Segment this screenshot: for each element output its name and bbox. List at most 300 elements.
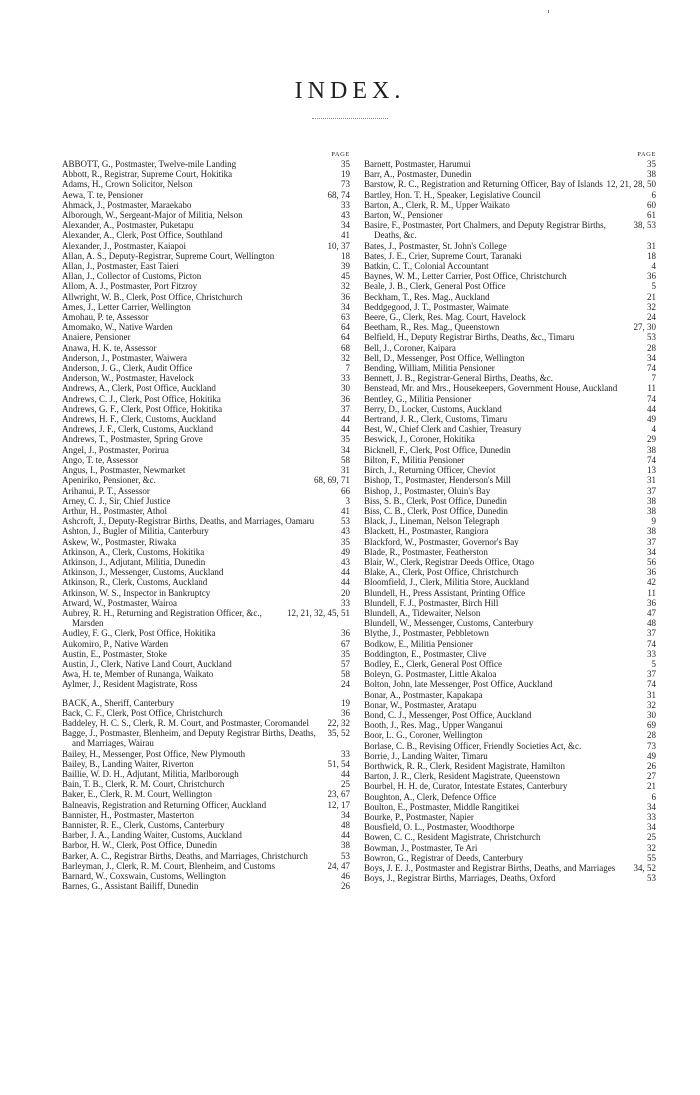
entry-pages: 32 [647, 301, 656, 312]
entry-text: Ames, J., Letter Carrier, Wellington [62, 301, 191, 312]
entry-text: Allan, A. S., Deputy-Registrar, Supreme Court, Wellington [62, 250, 275, 261]
entry-text: Baynes, W. M., Letter Carrier, Post Office, Christchurch [364, 271, 567, 282]
entry-pages: 68, 69, 71 [314, 475, 350, 486]
entry-text: Bolton, John, late Messenger, Post Office, Auckland [364, 679, 553, 690]
entry-text: Bagge, J., Postmaster, Blenheim, and Deputy Registrar Births, Deaths, and Marriages, Wairau [62, 728, 316, 749]
index-entry [62, 251, 350, 261]
entry-pages: 34 [341, 301, 350, 312]
index-entry [364, 690, 656, 700]
entry-pages: 67 [341, 638, 350, 649]
entry-text: Baillie, W. D. H., Adjutant, Militia, Marlborough [62, 768, 239, 779]
index-entry [364, 598, 656, 608]
index-entry [364, 567, 656, 577]
entry-pages: 34 [647, 801, 656, 812]
entry-text: Alexander, A., Clerk, Post Office, Southland [62, 230, 223, 241]
entry-text: Baker, E., Clerk, R. M. Court, Wellington [62, 789, 212, 800]
entry-text: Berry, D., Locker, Customs, Auckland [364, 403, 502, 414]
entry-pages: 19 [341, 169, 350, 180]
index-entry [62, 271, 350, 281]
entry-list [364, 159, 656, 883]
entry-pages: 35 [341, 434, 350, 445]
index-entry [62, 830, 350, 840]
index-entry [364, 190, 656, 200]
index-entry [62, 343, 350, 353]
index-entry [62, 475, 350, 485]
entry-text: Allan, J., Postmaster, East Taieri [62, 261, 179, 272]
entry-text: Bennett, J. B., Registrar-General Births, Deaths, &c. [364, 373, 554, 384]
index-entry [62, 414, 350, 424]
entry-pages: 20 [341, 587, 350, 598]
entry-text: Atkinson, R., Clerk, Customs, Auckland [62, 577, 208, 588]
entry-text: Anderson, W., Postmaster, Havelock [62, 373, 194, 384]
index-entry [62, 230, 350, 240]
entry-text: Bond, C. J., Messenger, Post Office, Auckland [364, 709, 532, 720]
entry-text: Bilton, F., Militia Pensioner [364, 454, 465, 465]
index-entry [364, 251, 656, 261]
index-entry [364, 322, 656, 332]
entry-text: Barton, J. R., Clerk, Resident Magistrate, Queenstown [364, 771, 560, 782]
index-entry [62, 261, 350, 271]
index-entry [62, 332, 350, 342]
entry-pages: 43 [341, 526, 350, 537]
entry-text: Barnett, Postmaster, Harumui [364, 159, 471, 169]
index-entry [364, 547, 656, 557]
entry-pages: 57 [341, 658, 350, 669]
index-entry [364, 679, 656, 689]
entry-text: Anderson, J. G., Clerk, Audit Office [62, 363, 193, 374]
entry-pages: 33 [341, 199, 350, 210]
index-entry [62, 383, 350, 393]
entry-text: Barnes, G., Assistant Bailiff, Dunedin [62, 881, 199, 892]
entry-pages: 43 [341, 210, 350, 221]
entry-text: Atward, W., Postmaster, Wairoa [62, 597, 177, 608]
entry-text: Allwright, W. B., Clerk, Post Office, Christchurch [62, 291, 243, 302]
entry-text: BACK, A., Sheriff, Canterbury [62, 697, 175, 708]
entry-pages: 25 [341, 779, 350, 790]
index-entry [364, 822, 656, 832]
entry-text: Blackford, W., Postmaster, Governor's Bay [364, 536, 519, 547]
index-entry [364, 618, 656, 628]
entry-pages: 53 [647, 332, 656, 343]
entry-pages: 44 [341, 424, 350, 435]
entry-pages: 37 [647, 669, 656, 680]
index-entry [62, 789, 350, 799]
entry-text: Bates, J. E., Crier, Supreme Court, Taranaki [364, 250, 522, 261]
entry-text: Belfield, H., Deputy Registrar Births, Deaths, &c., Timaru [364, 332, 575, 343]
entry-text: Bishop, J., Postmaster, Oluin's Bay [364, 485, 491, 496]
entry-text: Bailey, B., Landing Waiter, Riverton [62, 758, 194, 769]
index-entry [62, 404, 350, 414]
entry-text: Baddeley, H. C. S., Clerk, R. M. Court, and Postmaster, Coromandel [62, 717, 310, 728]
entry-pages: 35 [647, 159, 656, 169]
entry-pages: 45 [341, 271, 350, 282]
entry-text: Ahmack, J., Postmaster, Maraekabo [62, 199, 192, 210]
entry-text: Allan, J., Collector of Customs, Picton [62, 271, 202, 282]
index-entry [364, 434, 656, 444]
entry-pages: 49 [647, 414, 656, 425]
entry-pages: 30 [341, 383, 350, 394]
page-column-label: PAGE [637, 151, 656, 158]
entry-text: Barstow, R. C., Registration and Returning Officer, Bay of Islands [364, 179, 603, 190]
entry-pages: 34 [647, 822, 656, 833]
index-entry [62, 292, 350, 302]
entry-text: Bell, D., Messenger, Post Office, Wellington [364, 352, 525, 363]
index-entry [62, 302, 350, 312]
entry-pages: 7 [651, 373, 656, 384]
entry-pages: 3 [345, 495, 350, 506]
index-entry [62, 598, 350, 608]
entry-text: Birch, J., Returning Officer, Cheviot [364, 465, 496, 476]
entry-pages: 51, 54 [327, 758, 350, 769]
entry-text: Boor, L. G., Coroner, Wellington [364, 730, 483, 741]
entry-text: Bloomfield, J., Clerk, Militia Store, Auckland [364, 577, 529, 588]
index-entry [364, 771, 656, 781]
index-entry [364, 588, 656, 598]
entry-pages: 58 [341, 454, 350, 465]
entry-text: Anaiere, Pensioner [62, 332, 131, 343]
entry-pages: 35, 52 [327, 728, 350, 739]
entry-text: Bodkow, E., Militia Pensioner [364, 638, 473, 649]
entry-text: Askew, W., Postmaster, Riwaka [62, 536, 177, 547]
index-entry [62, 871, 350, 881]
page-column-label: PAGE [331, 151, 350, 158]
entry-pages: 26 [341, 881, 350, 892]
index-entry [364, 414, 656, 424]
entry-pages: 24 [341, 679, 350, 690]
index-entry [62, 608, 350, 628]
entry-text: Aewa, T. te, Pensioner [62, 189, 144, 200]
entry-pages: 44 [341, 414, 350, 425]
index-entry [62, 851, 350, 861]
index-entry [62, 445, 350, 455]
entry-pages: 33 [341, 597, 350, 608]
entry-text: Black, J., Lineman, Nelson Telegraph [364, 516, 500, 527]
entry-pages: 11 [647, 383, 656, 394]
entry-pages: 44 [647, 403, 656, 414]
entry-text: Arney, C. J., Sir, Chief Justice [62, 495, 171, 506]
entry-text: Benstead, Mr. and Mrs., Housekeepers, Government House, Auckland [364, 383, 618, 394]
entry-text: Bicknell, F., Clerk, Post Office, Dunedin [364, 444, 511, 455]
index-entry [62, 588, 350, 598]
entry-pages: 53 [341, 516, 350, 527]
entry-text: Boddington, E., Postmaster, Clive [364, 648, 487, 659]
index-entry [364, 873, 656, 883]
index-entry [364, 802, 656, 812]
entry-text: Blundell, W., Messenger, Customs, Canterbury [364, 618, 534, 629]
index-entry [62, 749, 350, 759]
index-entry [62, 496, 350, 506]
entry-pages: 37 [647, 536, 656, 547]
entry-text: Blade, R., Postmaster, Featherston [364, 546, 488, 557]
index-entry [364, 220, 656, 240]
entry-pages: 32 [341, 352, 350, 363]
entry-text: Batkin, C. T., Colonial Accountant [364, 261, 489, 272]
entry-pages: 10, 37 [327, 240, 350, 251]
index-entry [364, 506, 656, 516]
entry-text: Bousfield, O. L., Postmaster, Woodthorpe [364, 822, 515, 833]
entry-pages: 13 [647, 465, 656, 476]
index-entry [62, 537, 350, 547]
entry-text: Barleyman, J., Clerk, R. M. Court, Blenheim, and Customs [62, 860, 275, 871]
entry-text: Balneavis, Registration and Returning Officer, Auckland [62, 799, 267, 810]
entry-text: Bowron, G., Registrar of Deeds, Canterbury [364, 852, 524, 863]
entry-text: Blundell, H., Press Assistant, Printing Office [364, 587, 526, 598]
entry-pages: 36 [341, 707, 350, 718]
entry-pages: 36 [341, 291, 350, 302]
index-entry [62, 628, 350, 638]
entry-text: Bain, T. B., Clerk, R. M. Court, Christchurch [62, 779, 225, 790]
entry-text: Boys, J., Registrar Births, Marriages, Deaths, Oxford [364, 873, 556, 884]
entry-text: Biss, C. B., Clerk, Post Office, Dunedin [364, 505, 508, 516]
entry-pages: 47 [647, 607, 656, 618]
index-entry [62, 455, 350, 465]
index-entry [364, 373, 656, 383]
index-entry [364, 159, 656, 169]
entry-pages: 41 [341, 230, 350, 241]
entry-pages: 44 [341, 577, 350, 588]
entry-pages: 4 [651, 424, 656, 435]
index-entry [62, 486, 350, 496]
entry-text: Barton, W., Pensioner [364, 210, 443, 221]
entry-text: Adams, H., Crown Solicitor, Nelson [62, 179, 193, 190]
index-entry [62, 169, 350, 179]
entry-pages: 49 [341, 546, 350, 557]
entry-text: Bell, J., Coroner, Kaipara [364, 342, 456, 353]
index-entry [364, 710, 656, 720]
index-entry [62, 373, 350, 383]
entry-pages: 38 [647, 495, 656, 506]
index-entry [364, 669, 656, 679]
index-entry [62, 659, 350, 669]
index-entry [62, 840, 350, 850]
entry-pages: 38 [647, 444, 656, 455]
index-entry [62, 179, 350, 189]
index-entry [62, 465, 350, 475]
entry-text: Bourbel, H. H. de, Curator, Intestate Estates, Canterbury [364, 781, 568, 792]
entry-text: Atkinson, J., Messenger, Customs, Auckland [62, 567, 224, 578]
index-entry [62, 506, 350, 516]
entry-pages: 61 [647, 210, 656, 221]
entry-pages: 38 [647, 505, 656, 516]
entry-pages: 31 [647, 689, 656, 700]
index-entry [62, 861, 350, 871]
entry-pages: 34, 52 [633, 863, 656, 874]
index-entry [62, 649, 350, 659]
index-entry [364, 210, 656, 220]
entry-pages: 69 [647, 720, 656, 731]
entry-pages: 66 [341, 485, 350, 496]
entry-pages: 36 [341, 393, 350, 404]
index-entry [62, 779, 350, 789]
index-entry [364, 363, 656, 373]
entry-text: Atkinson, A., Clerk, Customs, Hokitika [62, 546, 205, 557]
entry-pages: 49 [647, 750, 656, 761]
index-entry [62, 547, 350, 557]
entry-pages: 38 [341, 840, 350, 851]
entry-pages: 38 [647, 169, 656, 180]
entry-pages: 33 [341, 373, 350, 384]
entry-text: Boulton, E., Postmaster, Middle Rangitikei [364, 801, 520, 812]
entry-pages: 68, 74 [327, 189, 350, 200]
index-entry [364, 557, 656, 567]
index-entry [62, 557, 350, 567]
entry-pages: 27, 30 [633, 322, 656, 333]
entry-text: Blackett, H., Postmaster, Rangiora [364, 526, 489, 537]
entry-text: Barber, J. A., Landing Waiter, Customs, Auckland [62, 830, 242, 841]
index-entry [364, 843, 656, 853]
index-entry [62, 353, 350, 363]
index-entry [364, 445, 656, 455]
index-entry [364, 741, 656, 751]
index-entry [62, 769, 350, 779]
entry-pages: 37 [647, 485, 656, 496]
entry-pages: 32 [647, 699, 656, 710]
entry-text: Beetham, R., Res. Mag., Queenstown [364, 322, 500, 333]
entry-text: Bodley, E., Clerk, General Post Office [364, 658, 502, 669]
entry-pages: 42 [647, 577, 656, 588]
entry-pages: 37 [647, 628, 656, 639]
entry-pages: 38 [647, 526, 656, 537]
index-entry [364, 404, 656, 414]
index-entry [364, 424, 656, 434]
entry-text: Arthur, H., Postmaster, Athol [62, 505, 168, 516]
index-entry [364, 812, 656, 822]
entry-text: Bowman, J., Postmaster, Te Ari [364, 842, 478, 853]
entry-pages: 31 [341, 465, 350, 476]
index-entry [364, 720, 656, 730]
entry-text: Anderson, J., Postmaster, Waiwera [62, 352, 187, 363]
entry-pages: 74 [647, 454, 656, 465]
entry-pages: 19 [341, 697, 350, 708]
entry-pages: 34 [341, 444, 350, 455]
index-entry [62, 708, 350, 718]
index-entry [62, 322, 350, 332]
title-rule [312, 118, 388, 119]
letter-gap [62, 690, 350, 698]
entry-text: Barnard, W., Coxswain, Customs, Wellington [62, 871, 226, 882]
index-entry [364, 761, 656, 771]
entry-pages: 38, 53 [633, 220, 656, 231]
entry-text: Bannister, H., Postmaster, Masterton [62, 809, 195, 820]
entry-text: Allom, A. J., Postmaster, Port Fitzroy [62, 281, 198, 292]
entry-text: Alexander, J., Postmaster, Kaiapoi [62, 240, 187, 251]
entry-text: Anawa, H. K. te, Assessor [62, 342, 157, 353]
entry-pages: 43 [341, 556, 350, 567]
index-entry [62, 526, 350, 536]
index-entry [62, 434, 350, 444]
entry-text: Beale, J. B., Clerk, General Post Office [364, 281, 506, 292]
entry-pages: 32 [647, 842, 656, 853]
entry-text: Bourke, P., Postmaster, Napier [364, 812, 474, 822]
index-entry [364, 179, 656, 189]
entry-text: Aylmer, J., Resident Magistrate, Ross [62, 679, 198, 690]
entry-text: Beswick, J., Coroner, Hokitika [364, 434, 475, 445]
index-entry [364, 730, 656, 740]
entry-text: Boleyn, G. Postmaster, Little Akaloa [364, 669, 497, 680]
entry-pages: 36 [341, 628, 350, 639]
index-entry [62, 424, 350, 434]
entry-text: Amomako, W., Native Warden [62, 322, 173, 333]
entry-text: Bannister, R. E., Clerk, Customs, Canterbury [62, 820, 225, 830]
entry-text: Atkinson, W. S., Inspector in Bankruptcy [62, 587, 211, 598]
entry-pages: 5 [651, 658, 656, 669]
entry-pages: 35 [341, 536, 350, 547]
entry-pages: 58 [341, 669, 350, 680]
entry-pages: 48 [647, 618, 656, 629]
entry-pages: 44 [341, 830, 350, 841]
entry-text: Andrews, A., Clerk, Post Office, Auckland [62, 383, 216, 394]
entry-text: Amohau, P. te, Assessor [62, 312, 149, 323]
entry-pages: 32 [341, 281, 350, 292]
entry-pages: 44 [341, 768, 350, 779]
entry-pages: 41 [341, 505, 350, 516]
entry-pages: 34 [341, 809, 350, 820]
index-entry [364, 353, 656, 363]
entry-pages: 74 [647, 638, 656, 649]
index-entry [364, 465, 656, 475]
entry-text: Bentley, G., Militia Pensioner [364, 393, 472, 404]
entry-text: Boys, J. E. J., Postmaster and Registrar Births, Deaths, and Marriages [364, 863, 616, 874]
index-entry [364, 526, 656, 536]
entry-text: Barton, A., Clerk, R. M., Upper Waikato [364, 199, 510, 210]
index-entry [364, 312, 656, 322]
entry-text: Borrie, J., Landing Waiter, Timaru [364, 750, 488, 761]
entry-text: Barbor, H. W., Clerk, Post Office, Dunedin [62, 840, 217, 851]
entry-pages: 33 [647, 648, 656, 659]
entry-pages: 73 [647, 740, 656, 751]
entry-text: Bailey, H., Messenger, Post Office, New Plymouth [62, 748, 246, 759]
index-column-right [364, 150, 656, 883]
index-entry [62, 210, 350, 220]
index-entry [62, 759, 350, 769]
entry-text: Booth, J., Res. Mag., Upper Wanganui [364, 720, 503, 731]
entry-text: Ashcroft, J., Deputy-Registrar Births, Deaths, and Marriages, Oamaru [62, 516, 315, 527]
index-entry [364, 292, 656, 302]
page-title: INDEX. [294, 78, 406, 104]
entry-text: Abbott, R., Registrar, Supreme Court, Hokitika [62, 169, 233, 180]
entry-pages: 5 [651, 281, 656, 292]
entry-text: Arihanui, P. T., Assessor [62, 485, 150, 496]
index-entry [62, 810, 350, 820]
entry-pages: 24, 47 [327, 860, 350, 871]
entry-text: Apeniriko, Pensioner, &c. [62, 475, 156, 486]
index-entry [62, 698, 350, 708]
entry-text: Andrews, C. J., Clerk, Post Office, Hokitika [62, 393, 221, 404]
entry-pages: 53 [341, 850, 350, 861]
entry-text: Andrews, H. F., Clerk, Customs, Auckland [62, 414, 217, 425]
index-column-left [62, 150, 350, 891]
index-entry [62, 881, 350, 891]
index-entry [364, 261, 656, 271]
entry-pages: 12, 17 [327, 799, 350, 810]
index-entry [62, 567, 350, 577]
entry-text: Bonar, A., Postmaster, Kapakapa [364, 689, 483, 700]
index-entry [62, 728, 350, 748]
index-entry [364, 608, 656, 618]
entry-pages: 36 [647, 597, 656, 608]
index-entry [62, 200, 350, 210]
entry-text: Borlase, C. B., Revising Officer, Friendly Societies Act, &c. [364, 740, 582, 751]
entry-text: Blundell, F. J., Postmaster, Birch Hill [364, 597, 499, 608]
index-entry [62, 363, 350, 373]
entry-list [62, 159, 350, 891]
entry-text: Bertrand, J. R., Clerk, Customs, Timaru [364, 414, 508, 425]
entry-pages: 73 [341, 179, 350, 190]
index-entry [364, 169, 656, 179]
entry-text: Barr, A., Postmaster, Dunedin [364, 169, 472, 180]
index-entry [364, 486, 656, 496]
index-entry [364, 628, 656, 638]
